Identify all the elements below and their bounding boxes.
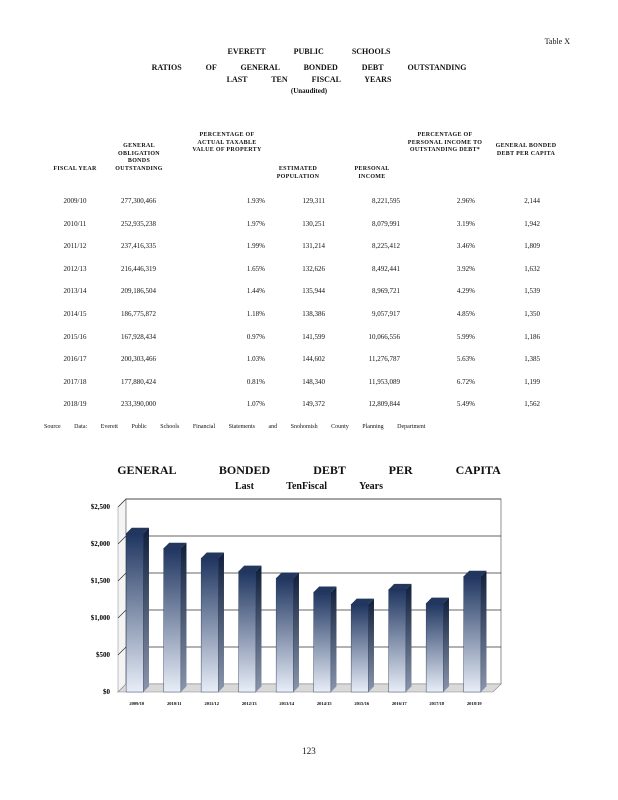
table-cell-pop: 149,372: [302, 400, 325, 409]
bar-side: [368, 599, 374, 692]
table-cell-pct: 0.81%: [246, 377, 265, 386]
table-cell-pct: 1.18%: [246, 310, 265, 318]
table-cell-pct: 1.44%: [246, 287, 265, 296]
bar: [426, 603, 443, 692]
x-tick-label: 2011/12: [204, 701, 220, 706]
table-cell-year: 2010/11: [63, 219, 87, 228]
bar: [164, 548, 181, 692]
table-row: [0, 400, 618, 410]
col-header-year: FISCAL YEAR: [53, 166, 97, 172]
table-cell-cap: 1,632: [524, 264, 540, 273]
table-row: [0, 378, 618, 388]
table-cell-pct: 1.65%: [246, 264, 265, 273]
x-tick-label: 2009/10: [129, 701, 145, 706]
table-cell-pin: 5.63%: [456, 355, 475, 364]
table-cell-cap: 1,199: [524, 377, 540, 386]
table-cell-bonds: 209,186,504: [121, 287, 156, 296]
table-cell-pin: 3.19%: [456, 219, 475, 228]
table-cell-year: 2017/18: [63, 377, 87, 386]
col-header-population: ESTIMATED POPULATION: [276, 166, 320, 180]
col-header-pct-income: PERCENTAGE OF PERSONAL INCOME TO OUTSTANDING DEBT*: [407, 132, 483, 153]
table-cell-pin: 4.29%: [456, 287, 475, 296]
table-cell-pct: 1.97%: [246, 219, 265, 228]
table-cell-income: 11,953,089: [368, 377, 400, 386]
bar: [239, 571, 256, 692]
table-cell-bonds: 177,880,424: [121, 377, 156, 386]
bar-side: [481, 571, 487, 692]
title-line-3: LAST TEN FISCAL YEARS: [226, 75, 392, 84]
bar-side: [293, 573, 299, 692]
table-number: Table X: [544, 37, 570, 46]
col-header-bonds: GENERAL OBLIGATION BONDS OUTSTANDING: [115, 143, 163, 172]
bar-side: [181, 543, 187, 692]
bar-chart: [0, 495, 618, 720]
bar-side: [256, 566, 262, 692]
table-cell-income: 8,225,412: [372, 242, 400, 251]
table-cell-pop: 130,251: [302, 219, 325, 228]
y-tick-label: $1,000: [90, 614, 110, 622]
x-tick-label: 2017/18: [429, 701, 445, 706]
table-cell-bonds: 233,390,000: [121, 400, 156, 409]
bar-side: [143, 528, 149, 692]
table-cell-pct: 1.99%: [246, 242, 265, 251]
x-tick-label: 2012/13: [241, 701, 257, 706]
table-cell-bonds: 200,303,466: [121, 355, 156, 364]
chart-subtitle: Last TenFiscal Years: [235, 481, 383, 492]
bar: [464, 576, 481, 692]
table-cell-pct: 1.93%: [246, 197, 265, 205]
table-cell-year: 2013/14: [63, 287, 87, 296]
table-cell-income: 9,057,917: [372, 310, 400, 318]
table-cell-bonds: 186,775,872: [121, 310, 156, 318]
bar: [276, 578, 293, 692]
table-row: [0, 242, 618, 252]
table-cell-income: 8,221,595: [372, 197, 400, 205]
bar: [351, 604, 368, 692]
table-cell-pct: 0.97%: [246, 332, 265, 341]
x-tick-label: 2018/19: [466, 701, 482, 706]
table-cell-cap: 1,562: [524, 400, 540, 409]
col-header-pct-property: PERCENTAGE OF ACTUAL TAXABLE VALUE OF PROPERTY: [192, 132, 262, 153]
x-tick-label: 2010/11: [166, 701, 182, 706]
table-cell-bonds: 216,446,319: [121, 264, 156, 273]
table-cell-year: 2015/16: [63, 332, 87, 341]
table-cell-pop: 144,602: [302, 355, 325, 364]
table-row: [0, 265, 618, 275]
table-cell-cap: 1,942: [524, 219, 540, 228]
table-cell-bonds: 277,300,466: [121, 197, 156, 205]
table-cell-cap: 1,350: [524, 310, 540, 318]
col-header-income: PERSONAL INCOME: [354, 166, 390, 180]
table-cell-year: 2016/17: [63, 355, 87, 364]
table-cell-cap: 1,186: [524, 332, 540, 341]
table-cell-pin: 3.92%: [456, 264, 475, 273]
y-tick-label: $500: [96, 651, 110, 659]
table-cell-income: 11,276,787: [368, 355, 400, 364]
table-cell-year: 2014/15: [63, 310, 87, 318]
table-cell-pop: 148,340: [302, 377, 325, 386]
table-cell-cap: 2,144: [524, 197, 540, 205]
table-cell-pop: 132,626: [302, 264, 325, 273]
x-tick-label: 2014/15: [316, 701, 332, 706]
table-row: [0, 287, 618, 297]
table-row: [0, 310, 618, 320]
table-cell-cap: 1,385: [524, 355, 540, 364]
table-cell-pin: 5.49%: [456, 400, 475, 409]
y-tick-label: $0: [103, 688, 110, 696]
table-cell-pop: 129,311: [302, 197, 325, 205]
table-row: [0, 197, 618, 207]
table-cell-income: 8,969,721: [372, 287, 400, 296]
chart-title: GENERAL BONDED DEBT PER CAPITA: [117, 463, 501, 477]
table-cell-income: 10,066,556: [368, 332, 400, 341]
bar: [126, 533, 143, 692]
table-cell-pin: 3.46%: [456, 242, 475, 251]
table-cell-pin: 5.99%: [456, 332, 475, 341]
table-cell-pin: 4.85%: [456, 310, 475, 318]
table-cell-pct: 1.07%: [246, 400, 265, 409]
x-tick-label: 2015/16: [354, 701, 370, 706]
bar: [389, 590, 406, 692]
table-row: [0, 220, 618, 230]
bar-side: [443, 598, 449, 692]
y-tick-label: $2,500: [90, 503, 110, 511]
bar-side: [406, 584, 412, 692]
chart-side-wall: [118, 499, 126, 692]
table-cell-bonds: 252,935,238: [121, 219, 156, 228]
y-tick-label: $2,000: [90, 540, 110, 548]
y-tick-label: $1,500: [90, 577, 110, 585]
source-note: Source Data: Everett Public Schools Financial Statements and Snohomish County Planning Department: [44, 424, 426, 430]
table-cell-income: 12,809,844: [368, 400, 400, 409]
table-cell-pop: 131,214: [302, 242, 325, 251]
title-line-4: (Unaudited): [290, 87, 328, 95]
table-cell-year: 2018/19: [63, 400, 87, 409]
table-cell-cap: 1,539: [524, 287, 540, 296]
bar-side: [218, 553, 224, 692]
table-cell-income: 8,079,991: [372, 219, 400, 228]
table-cell-bonds: 237,416,335: [121, 242, 156, 251]
table-cell-pop: 141,599: [302, 332, 325, 341]
title-line-1: EVERETT PUBLIC SCHOOLS: [227, 47, 391, 56]
table-cell-bonds: 167,928,434: [121, 332, 156, 341]
page-number: 123: [302, 746, 316, 756]
col-header-per-capita: GENERAL BONDED DEBT PER CAPITA: [495, 143, 557, 157]
bar: [314, 592, 331, 692]
table-cell-cap: 1,809: [524, 242, 540, 251]
x-tick-label: 2016/17: [391, 701, 407, 706]
table-cell-pin: 2.96%: [456, 197, 475, 205]
table-row: [0, 333, 618, 343]
table-cell-year: 2012/13: [63, 264, 87, 273]
table-cell-pop: 135,944: [302, 287, 325, 296]
table-cell-year: 2009/10: [63, 197, 87, 205]
table-cell-pop: 138,386: [302, 310, 325, 318]
table-cell-pct: 1.03%: [246, 355, 265, 364]
bar: [201, 558, 218, 692]
bar-side: [331, 587, 337, 693]
table-row: [0, 355, 618, 365]
table-cell-pin: 6.72%: [456, 377, 475, 386]
title-line-2: RATIOS OF GENERAL BONDED DEBT OUTSTANDING: [151, 63, 467, 72]
x-tick-label: 2013/14: [279, 701, 295, 706]
table-cell-year: 2011/12: [63, 242, 87, 251]
table-cell-income: 8,492,441: [372, 264, 400, 273]
